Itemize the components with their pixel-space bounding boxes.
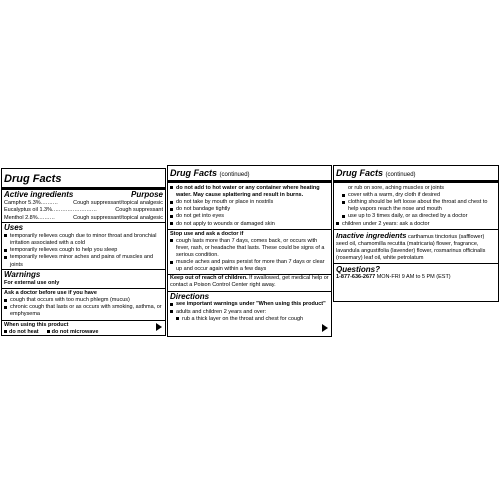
leader-dots: .......................... xyxy=(52,207,97,214)
list-item: muscle aches and pains persist for more than 7 days or clear up and occur again within a few days xyxy=(170,259,329,273)
title-text: Drug Facts xyxy=(170,168,218,178)
stop-use-list xyxy=(168,238,331,274)
when-using-heading: When using this product xyxy=(4,321,69,328)
when-using-continued-list xyxy=(168,185,331,228)
uses-list xyxy=(2,233,165,269)
list-item: do not take by mouth or place in nostrils xyxy=(170,199,329,206)
drug-facts-panel-2 xyxy=(167,165,332,337)
continued-direction-text: or rub on sore, aching muscles or joints xyxy=(348,184,444,191)
list-item: cough that occurs with too much phlegm (mucus) xyxy=(4,297,163,304)
ingredient-purpose: Cough suppressant/topical analgesic xyxy=(73,199,163,206)
questions-header: Questions? xyxy=(336,265,381,275)
drug-facts-panel-3 xyxy=(333,165,499,302)
ask-doctor-heading: Ask a doctor before use if you have xyxy=(4,290,97,297)
keep-out-of-reach xyxy=(168,275,331,289)
list-item: temporarily relieves minor aches and pains of muscles and joints xyxy=(4,254,163,268)
keep-out-heading: Keep out of reach of children. xyxy=(170,275,248,282)
warnings-header xyxy=(2,270,165,280)
inactive-header: Inactive ingredients xyxy=(336,230,407,240)
list-item: do not get into eyes xyxy=(170,213,329,220)
list-item xyxy=(4,329,39,335)
warnings-header-text: Warnings xyxy=(4,269,41,279)
ingredient-name: Eucalyptus oil 1.3% xyxy=(4,207,52,214)
list-item: cover with a warm, dry cloth if desired xyxy=(342,192,496,199)
uses-header xyxy=(2,223,165,233)
when-using-items xyxy=(2,329,165,335)
purpose-header-text: Purpose xyxy=(130,190,163,200)
hours-text: MON-FRI 9 AM to 5 PM (EST) xyxy=(376,274,451,281)
leader-dots: .......... xyxy=(37,214,55,221)
ingredient-row xyxy=(2,207,165,214)
list-item: use up to 3 times daily, or as directed by a doctor xyxy=(342,213,496,220)
ingredient-name: Menthol 2.8% xyxy=(4,214,38,221)
inactive-ingredients xyxy=(334,230,498,263)
questions-line xyxy=(334,274,498,281)
list-item: temporarily relieves cough due to minor throat and bronchial irritation associated with a cold xyxy=(4,233,163,247)
leader-dots: .......... xyxy=(40,199,58,206)
panel-title xyxy=(168,166,331,180)
continued-text: (continued) xyxy=(219,172,250,178)
panel-title xyxy=(334,166,498,180)
list-item: clothing should be left loose about the throat and chest to help vapors reach the nose and mouth xyxy=(342,199,496,213)
children-list xyxy=(334,221,498,228)
directions-list xyxy=(168,301,331,315)
panel-title: Drug Facts xyxy=(4,173,62,185)
list-item: temporarily relieves cough to help you sleep xyxy=(4,247,163,254)
list-item xyxy=(47,329,99,335)
stop-use-heading: Stop use and ask a doctor if xyxy=(170,230,244,237)
continue-arrow-icon xyxy=(322,324,328,332)
phone-number: 1-877-636-2677 xyxy=(336,274,376,281)
external-use-text: For external use only xyxy=(4,280,60,287)
item-text: do not microwave xyxy=(51,328,99,335)
drug-facts-panel-1 xyxy=(1,168,166,336)
list-item: see important warnings under "When using this product" xyxy=(170,301,329,308)
continued-text: (continued) xyxy=(385,172,416,178)
active-ingredients-header xyxy=(2,190,165,200)
list-item: adults and children 2 years and over: xyxy=(170,309,329,316)
ingredient-row xyxy=(2,215,165,222)
active-header-text: Active ingredients xyxy=(4,190,74,200)
list-item: do not bandage tightly xyxy=(170,206,329,213)
ingredient-name: Camphor 5.3% xyxy=(4,199,41,206)
directions-sub-list xyxy=(168,316,331,323)
ask-doctor-list xyxy=(2,297,165,318)
uses-header-text: Uses xyxy=(4,223,24,233)
list-item: do not add to hot water or any container where heating water. May cause splattering and result in burns. xyxy=(170,185,329,199)
list-item: rub a thick layer on the throat and chest for cough xyxy=(176,316,329,323)
item-text: do not heat xyxy=(9,328,39,335)
continue-arrow-icon xyxy=(156,323,162,331)
title-text: Drug Facts xyxy=(336,168,384,178)
list-item: chronic cough that lasts or as occurs with smoking, asthma, or emphysema xyxy=(4,304,163,318)
list-item: cough lasts more than 7 days, comes back, or occurs with fever, rash, or headache that lasts. These could be signs of a serious condition. xyxy=(170,238,329,259)
directions-header xyxy=(168,292,331,302)
keep-out-text: If swallowed, get medical help or contact a Poison Control Center right away. xyxy=(170,275,329,289)
ingredient-purpose: Cough suppressant/topical analgesic xyxy=(73,214,163,221)
list-item: do not apply to wounds or damaged skin xyxy=(170,221,329,228)
ingredient-purpose: Cough suppressant xyxy=(115,207,163,214)
directions-header-text: Directions xyxy=(170,291,210,301)
directions-sub-list xyxy=(334,192,498,221)
ingredient-row xyxy=(2,200,165,207)
list-item: children under 2 years: ask a doctor xyxy=(336,221,496,228)
inactive-text: carthamus tinctorius (safflower) seed oil, chamomilla recutita (matricaria) flower, fragrance, lavandula angustifolia (lavender) flower, rosmarinus officinalis (rosemary) leaf oil, white petrolatum xyxy=(336,233,486,262)
